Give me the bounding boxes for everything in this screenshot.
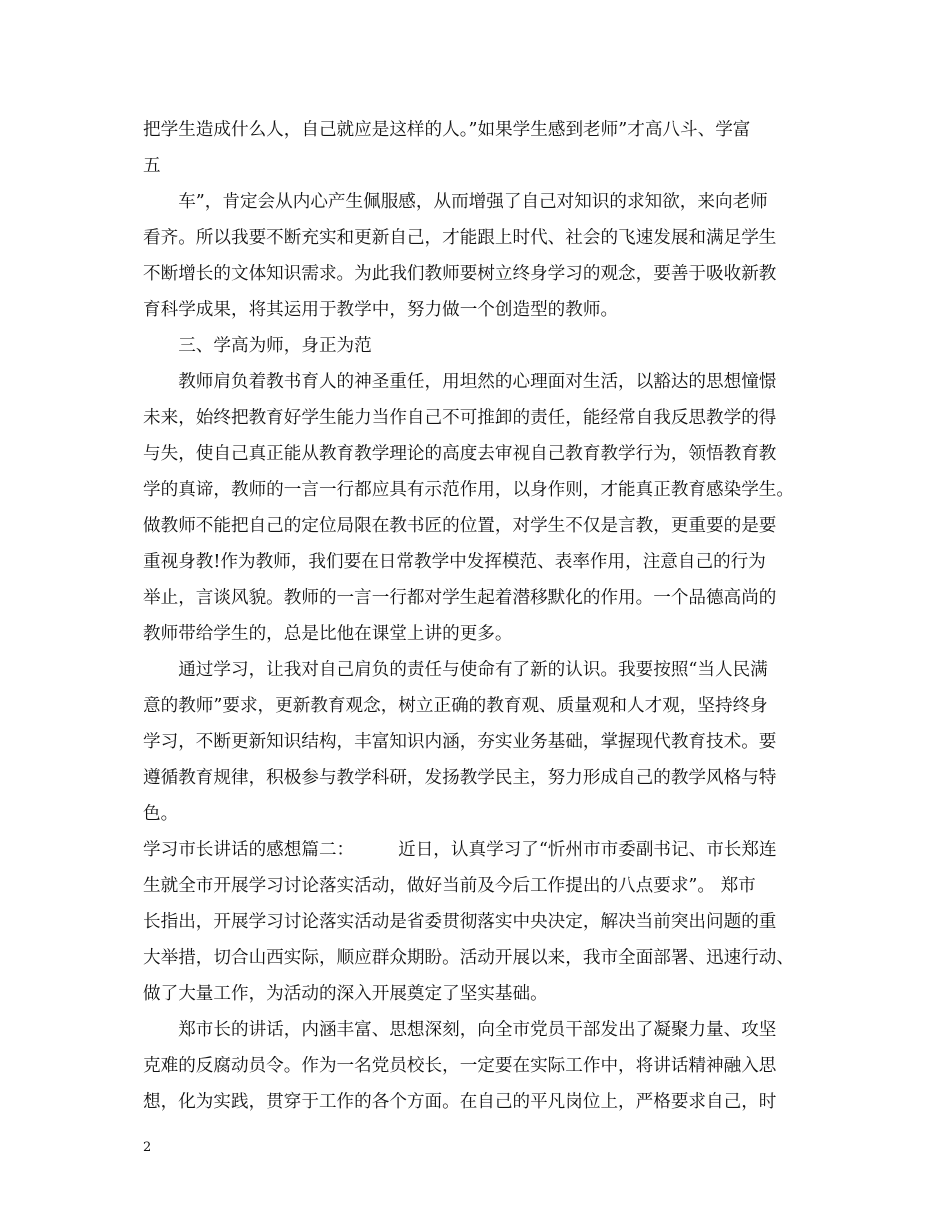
text-line: 生就全市开展学习讨论落实活动，做好当前及今后工作提出的八点要求”。 郑市 — [143, 876, 756, 896]
text-line: 不断增长的文体知识需求。为此我们教师要树立终身学习的观念，要善于吸收新教 — [143, 264, 777, 284]
text-line: 学的真谛，教师的一言一行都应具有示范作用，以身作则，才能真正教育感染学生。 — [143, 480, 794, 500]
page-number: 2 — [143, 1140, 152, 1155]
text-line: 未来，始终把教育好学生能力当作自己不可推卸的责任，能经常自我反思教学的得 — [143, 408, 777, 428]
text-line: 举止，言谈风貌。教师的一言一行都对学生起着潜移默化的作用。一个品德高尚的 — [143, 588, 777, 608]
text-line: 学习，不断更新知识结构，丰富知识内涵，夯实业务基础，掌握现代教育技术。要 — [143, 732, 777, 752]
text-line: 五 — [143, 156, 161, 176]
text-line: 长指出，开展学习讨论落实活动是省委贯彻落实中央决定，解决当前突出问题的重 — [143, 912, 777, 932]
text-line: 学习市长讲话的感想篇二： 近日，认真学习了“忻州市市委副书记、市长郑连 — [143, 840, 777, 860]
text-line: 郑市长的讲话，内涵丰富、思想深刻，向全市党员干部发出了凝聚力量、攻坚 — [143, 1020, 777, 1040]
text-line: 通过学习，让我对自己肩负的责任与使命有了新的认识。我要按照“当人民满 — [143, 660, 768, 680]
text-line: 意的教师”要求，更新教育观念，树立正确的教育观、质量观和人才观，坚持终身 — [143, 696, 768, 716]
text-line: 做了大量工作，为活动的深入开展奠定了坚实基础。 — [143, 984, 548, 1004]
text-line: 想，化为实践，贯穿于工作的各个方面。在自己的平凡岗位上，严格要求自己，时 — [143, 1092, 777, 1112]
text-line: 把学生造成什么人，自己就应是这样的人。”如果学生感到老师”才高八斗、学富 — [143, 120, 751, 140]
text-line: 教师带给学生的，总是比他在课堂上讲的更多。 — [143, 624, 513, 644]
text-line: 大举措，切合山西实际，顺应群众期盼。活动开展以来，我市全面部署、迅速行动、 — [143, 948, 794, 968]
text-line: 色。 — [143, 804, 179, 824]
text-line: 与失，使自己真正能从教育教学理论的高度去审视自己教育教学行为，领悟教育教 — [143, 444, 777, 464]
text-line: 做教师不能把自己的定位局限在教书匠的位置，对学生不仅是言教，更重要的是要 — [143, 516, 777, 536]
text-line: 车”，肯定会从内心产生佩服感，从而增强了自己对知识的求知欲，来向老师 — [143, 192, 768, 212]
text-line: 育科学成果，将其运用于教学中，努力做一个创造型的教师。 — [143, 300, 619, 320]
text-line: 重视身教!作为教师，我们要在日常教学中发挥模范、表率作用，注意自己的行为 — [143, 552, 766, 572]
section-heading: 三、学高为师，身正为范 — [143, 336, 372, 356]
text-line: 遵循教育规律，积极参与教学科研，发扬教学民主，努力形成自己的教学风格与特 — [143, 768, 777, 788]
text-line: 克难的反腐动员令。作为一名党员校长，一定要在实际工作中，将讲话精神融入思 — [143, 1056, 777, 1076]
text-line: 看齐。所以我要不断充实和更新自己，才能跟上时代、社会的飞速发展和满足学生 — [143, 228, 777, 248]
text-line: 教师肩负着教书育人的神圣重任，用坦然的心理面对生活，以豁达的思想憧憬 — [143, 372, 777, 392]
